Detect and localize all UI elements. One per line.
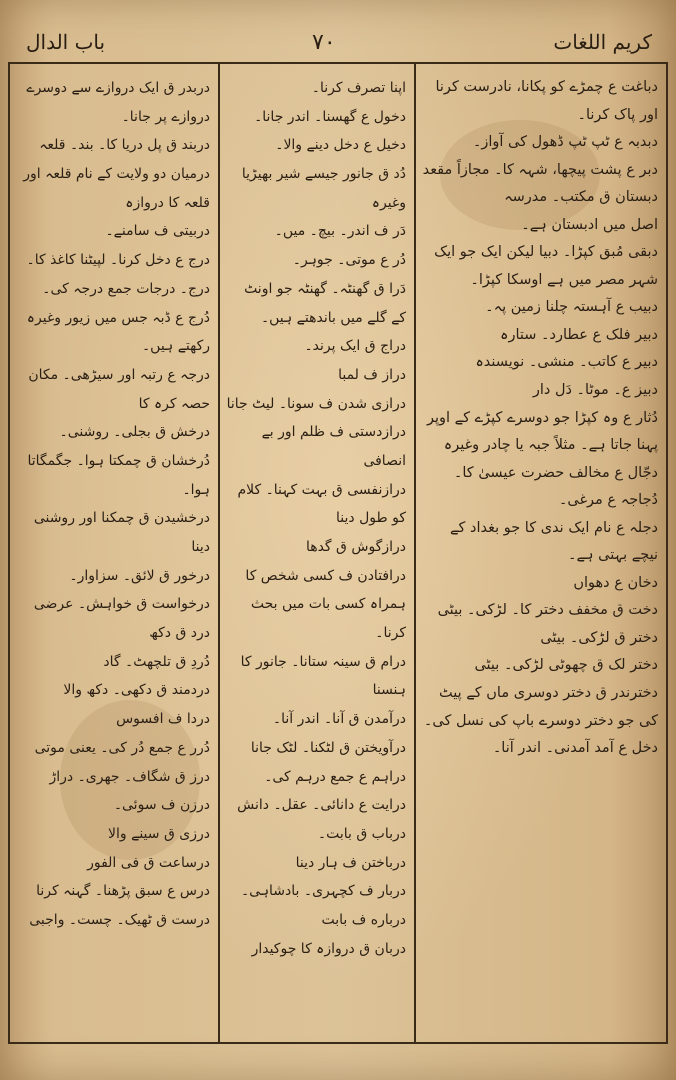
dictionary-entry: درخشیدن ق چمکنا اور روشنی دینا xyxy=(33,510,210,555)
dictionary-frame xyxy=(8,62,668,1044)
dictionary-entry: دجّال ع مخالف حضرت عیسیٰ کا۔ xyxy=(453,464,658,481)
dictionary-entry: دخان ع دھواں xyxy=(573,574,658,591)
dictionary-entry: درایت ع دانائی۔ عقل۔ دانش xyxy=(237,797,406,814)
dictionary-entry: درخش ق بجلی۔ روشنی۔ xyxy=(59,424,210,441)
dictionary-entry: دراج ق ایک پرند۔ xyxy=(304,338,406,355)
dictionary-entry: اصل میں ادبستان ہے۔ xyxy=(521,216,658,233)
dictionary-entry: درافتادن ف کسی شخص کا ہمراہ کسی بات میں بحث کرنا۔ xyxy=(245,567,406,642)
dictionary-entry: دخل ع آمد آمدنی۔ اندر آنا۔ xyxy=(492,740,658,757)
dictionary-entry: دبیب ع آہستہ چلنا زمین پہ۔ xyxy=(485,299,658,316)
dictionary-entry: دُرج ع ڈبہ جس میں زیور وغیرہ رکھتے ہیں۔ xyxy=(26,309,210,355)
dictionary-entry: دبقی مُبق کپڑا۔ دبیا لیکن ایک جو ایک شہر مصر میں ہے اوسکا کپڑا۔ xyxy=(434,244,658,288)
dictionary-entry: دَرا ق گھنٹہ۔ گھنٹہ جو اونٹ کے گلے میں باندھتے ہیں۔ xyxy=(244,280,406,326)
dictionary-entry: درس ع سبق پڑھنا۔ گہنہ کرنا xyxy=(36,883,210,900)
book-title: کریم اللغات xyxy=(553,30,652,54)
dictionary-entry: درخواست ق خواہش۔ عرضی xyxy=(33,596,210,613)
dictionary-entry: دختر ق لڑکی۔ بیٹی xyxy=(540,629,658,646)
dictionary-entry: دُثار ع وہ کپڑا جو دوسرے کپڑے کے اوپر پہنا جاتا ہے۔ مثلاً جبہ یا چادر وغیرہ xyxy=(426,409,658,454)
column-left xyxy=(10,64,218,1042)
dictionary-entry: دبیز ع۔ موٹا۔ دَل دار xyxy=(532,382,658,399)
dictionary-entry: درمیان دو ولایت کے نام قلعہ اور قلعہ کا دروازہ xyxy=(23,166,210,211)
dictionary-entry: دَر ف اندر۔ بیچ۔ میں۔ xyxy=(274,223,406,240)
dictionary-entry: دردا ف افسوس xyxy=(116,711,210,728)
dictionary-entry: دجلہ ع نام ایک ندی کا جو بغداد کے نیچے بہتی ہے۔ xyxy=(449,519,658,564)
dictionary-entry: دُد ق جانور جیسے شیر بھیڑیا وغیرہ xyxy=(241,166,406,211)
dictionary-entry: دُرخشان ق چمکتا ہوا۔ جگمگاتا ہوا۔ xyxy=(27,452,210,498)
dictionary-entry: درد ق دکھ xyxy=(149,625,210,642)
dictionary-entry: درجہ ع رتبہ اور سیڑھی۔ مکان حصہ کرہ کا xyxy=(28,366,210,412)
dictionary-entry: درباب ق بابت۔ xyxy=(317,825,406,842)
dictionary-entry: درازی شدن ف سونا۔ لیٹ جانا xyxy=(226,395,406,412)
dictionary-entry: درج ع دخل کرنا۔ لپیٹنا کاغذ کا۔ xyxy=(26,252,210,269)
dictionary-entry: درج۔ درجات جمع درجہ کی۔ xyxy=(42,280,210,297)
dictionary-entry: دردمند ق دکھی۔ دکھ والا xyxy=(63,682,210,699)
dictionary-entry: دُردِ ق تلچھٹ۔ گاد xyxy=(103,653,210,670)
dictionary-entry: دربدر ق ایک دروازے سے دوسرے دروازے پر جانا۔ xyxy=(26,80,210,125)
column-middle xyxy=(218,64,414,1042)
dictionary-entry: درزن ف سوئی۔ xyxy=(113,797,210,814)
dictionary-entry: درام ق سینہ ستانا۔ جانور کا ہنسنا xyxy=(240,653,406,699)
dictionary-entry: درآمدن ق آنا۔ اندر آنا۔ xyxy=(272,711,406,728)
dictionary-entry: دخترندر ق دختر دوسری ماں کے پیٹ کی جو دختر دوسرے باپ کی نسل کی۔ xyxy=(423,685,658,729)
dictionary-entry: دُجاجہ ع مرغی۔ xyxy=(558,492,658,509)
dictionary-entry: دربار ف کچہری۔ بادشاہی۔ xyxy=(240,883,406,900)
dictionary-entry: اپنا تصرف کرنا۔ xyxy=(311,80,406,96)
dictionary-entry: درساعت ق فی الفور xyxy=(87,854,210,871)
dictionary-entry: درباره ف بابت xyxy=(321,911,406,928)
dictionary-entry: درز ق شگاف۔ جھری۔ دراڑ xyxy=(49,768,210,785)
dictionary-entry: دُر ع موتی۔ جوہر۔ xyxy=(292,252,406,269)
dictionary-entry: درباختن ف ہار دینا xyxy=(295,854,406,871)
dictionary-entry: دختر لک ق چھوٹی لڑکی۔ بیٹی xyxy=(474,657,658,674)
dictionary-entry: درست ق ٹھیک۔ چست۔ واجبی xyxy=(29,911,210,928)
dictionary-entry: درازدستی ف ظلم اور بے انصافی xyxy=(261,424,406,469)
column-right xyxy=(414,64,666,1042)
dictionary-entry: دبر ع پشت پیچھا، شہہ کا۔ مجازاً مقعد xyxy=(422,161,658,178)
dictionary-entry: دخیل ع دخل دینے والا۔ xyxy=(275,137,406,154)
dictionary-entry: دربند ق پل دریا کا۔ بند۔ قلعہ xyxy=(39,137,210,154)
dictionary-entry: دبیر ع کاتب۔ منشی۔ نویسندہ xyxy=(475,354,658,371)
dictionary-entry: دبیر فلک ع عطارد۔ ستارہ xyxy=(499,326,658,343)
dictionary-entry: دراہم ع جمع درہم کی۔ xyxy=(264,768,406,785)
dictionary-entry: دربیتی ف سامنے۔ xyxy=(105,223,210,240)
dictionary-entry: درخور ق لائق۔ سزاوار۔ xyxy=(69,567,210,584)
dictionary-entry: دُرر ع جمع دُر کی۔ یعنی موتی xyxy=(34,739,210,756)
dictionary-entry: درزی ق سینے والا xyxy=(108,825,210,842)
dictionary-entry: دخت ق مخفف دختر کا۔ لڑکی۔ بیٹی xyxy=(437,602,658,619)
dictionary-entry: دخول ع گھسنا۔ اندر جانا۔ xyxy=(254,108,406,125)
dictionary-entry: دبدبہ ع ٹپ ٹپ ڈھول کی آواز۔ xyxy=(472,134,658,151)
dictionary-entry: دراز ف لمبا xyxy=(338,366,406,383)
dictionary-entry: درازنفسی ق بہت کہنا۔ کلام کو طول دینا xyxy=(237,481,406,527)
dictionary-entry: دبستان ق مکتب۔ مدرسہ xyxy=(504,189,658,206)
dictionary-entry: درآویختن ق لٹکنا۔ لٹک جانا xyxy=(250,739,406,756)
chapter-heading: باب الدال xyxy=(26,30,106,54)
dictionary-entry: دباغت ع چمڑے کو پکانا، نادرست کرنا اور پاک کرنا۔ xyxy=(435,79,658,123)
dictionary-entry: درازگوش ق گدھا xyxy=(305,539,406,555)
page-number: ۷۰ xyxy=(312,30,336,55)
dictionary-entry: دربان ق دروازہ کا چوکیدار xyxy=(251,940,406,957)
